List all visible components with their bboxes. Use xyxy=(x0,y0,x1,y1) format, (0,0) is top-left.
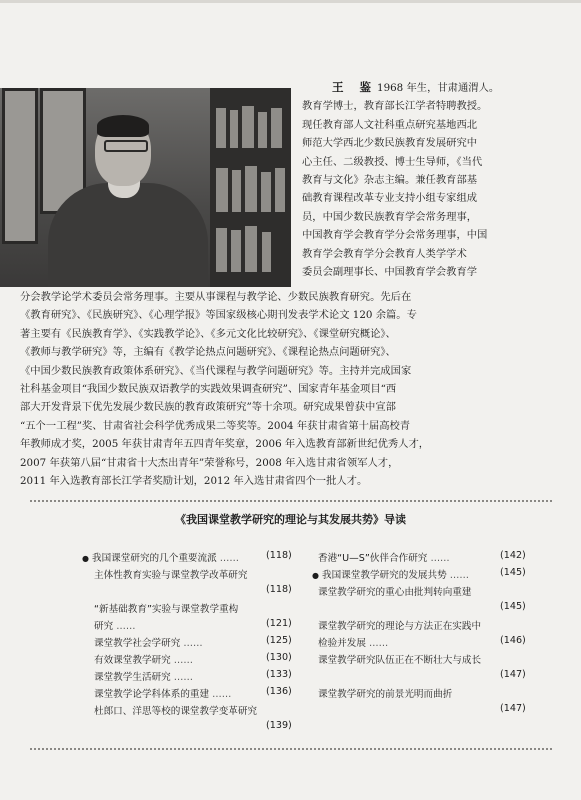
toc-entry-label: 课堂教学社会学研究 xyxy=(94,638,181,649)
toc-page-number: (130) xyxy=(266,652,292,663)
bio-line: 中国教育学会教育学分会常务理事，中国 xyxy=(302,229,488,242)
bio-line: 教育与文化》杂志主编。兼任教育部基 xyxy=(302,174,478,187)
toc-page-number: (142) xyxy=(500,550,526,561)
divider-bottom xyxy=(30,748,552,750)
bio-line: 分会教学论学术委员会常务理事。主要从事课程与教学论、少数民族教育研究。先后在 xyxy=(20,291,412,303)
toc-entry-label: 有效课堂教学研究 xyxy=(94,655,171,666)
toc-entry-label: 主体性教育实验与课堂教学改革研究 xyxy=(94,570,248,581)
bio-line: “五个一工程”奖、甘肃省社会科学优秀成果二等奖等。2004 年获甘肃省第十届高校青 xyxy=(20,419,411,432)
toc-entry xyxy=(318,686,452,700)
toc-entry xyxy=(94,669,193,683)
bio-line: 1968 年生，甘肃通渭人。 xyxy=(377,82,500,94)
bio-line: 2011 年入选教育部长江学者奖励计划，2012 年入选甘肃省四个一批人才。 xyxy=(20,475,368,488)
toc-entry xyxy=(94,601,238,615)
bio-line: 年教师成才奖，2005 年获甘肃青年五四青年奖章，2006 年入选教育部新世纪优秀人才， xyxy=(20,438,430,451)
top-rule xyxy=(0,0,581,3)
author-photo xyxy=(0,88,291,287)
bio-line: 员，中国少数民族教育学会常务理事， xyxy=(302,210,478,223)
toc-entry-label: 杜郎口、洋思等校的课堂教学变革研究 xyxy=(94,706,258,717)
toc-page-number: (145) xyxy=(500,601,526,612)
toc-right xyxy=(312,550,532,740)
toc-leader: …… xyxy=(446,570,469,581)
bio-line: 著主要有《民族教育学》、《实践教学论》、《多元文化比较研究》、《课堂研究概论》、 xyxy=(20,327,396,340)
bullet-icon: ● xyxy=(82,554,89,563)
toc-entry xyxy=(82,550,239,564)
toc-entry-label: 香港“U—S”伙伴合作研究 xyxy=(318,553,428,564)
toc-page-number: (118) xyxy=(266,584,292,595)
bio-right-column xyxy=(302,78,574,281)
toc-entry xyxy=(318,618,481,632)
toc-page-number: (145) xyxy=(500,567,526,578)
toc-entry xyxy=(94,703,257,717)
toc-entry xyxy=(312,567,469,581)
toc-entry xyxy=(94,652,193,666)
toc-leader: …… xyxy=(113,621,136,632)
toc-leader: …… xyxy=(216,553,239,564)
toc-entry-label: “新基础教育”实验与课堂教学重构 xyxy=(94,604,239,615)
toc-entry xyxy=(94,686,231,700)
toc-entry-label: 课堂教学研究的前景光明而曲折 xyxy=(318,689,453,700)
author-name: 王 鉴 xyxy=(332,80,378,94)
toc-entry xyxy=(318,635,388,649)
toc-entry xyxy=(318,550,450,564)
bio-full-width xyxy=(20,288,574,490)
toc-page-number: (121) xyxy=(266,618,292,629)
bio-line: 师范大学西北少数民族教育发展研究中 xyxy=(302,137,478,150)
bio-line: 《教育研究》、《民族研究》、《心理学报》等国家级核心期刊发表学术论文 120 余篇。专 xyxy=(20,309,417,322)
toc-page-number: (147) xyxy=(500,703,526,714)
toc-page-number: (118) xyxy=(266,550,292,561)
toc-entry-label: 课堂教学论学科体系的重建 xyxy=(94,689,210,700)
toc-entry-label: 研究 xyxy=(94,621,114,632)
toc-entry-label: 课堂教学研究队伍正在不断壮大与成长 xyxy=(318,655,482,666)
toc-page-number: (136) xyxy=(266,686,292,697)
toc-left xyxy=(82,550,292,740)
bio-line: 现任教育部人文社科重点研究基地西北 xyxy=(302,118,478,131)
toc-page-number: (139) xyxy=(266,720,292,731)
bullet-icon: ● xyxy=(312,571,319,580)
toc-entry-label: 课堂教学研究的重心由批判转向重建 xyxy=(318,587,472,598)
toc-page-number: (125) xyxy=(266,635,292,646)
toc-entry-label: 我国课堂研究的几个重要流派 xyxy=(91,553,217,564)
toc-leader: …… xyxy=(209,689,232,700)
bio-line: 础教育课程改革专业支持小组专家组成 xyxy=(302,192,478,205)
toc-leader: …… xyxy=(170,672,193,683)
toc-leader: …… xyxy=(365,638,389,649)
toc-leader: …… xyxy=(170,655,193,666)
bio-line: 《中国少数民族教育政策体系研究》、《当代课程与教学问题研究》等。主持并完成国家 xyxy=(20,364,412,377)
toc-entry xyxy=(318,652,481,666)
bio-line: 2007 年获第八届“甘肃省十大杰出青年”荣誉称号，2008 年入选甘肃省领军人才， xyxy=(20,456,399,469)
toc-entry-label: 课堂教学生活研究 xyxy=(94,672,171,683)
divider-top xyxy=(30,500,552,502)
toc-entry-label: 课堂教学研究的理论与方法正在实践中 xyxy=(318,621,482,632)
bio-line: 《教师与教学研究》等，主编有《教学论热点问题研究》、《课程论热点问题研究》、 xyxy=(20,346,396,359)
toc-page-number: (146) xyxy=(500,635,526,646)
toc-entry xyxy=(318,584,472,598)
bio-line: 社科基金项目“我国少数民族双语教学的实践效果调查研究”、国家青年基金项目“西 xyxy=(20,383,397,396)
bio-line: 部大开发背景下优先发展少数民族的教育政策研究”等十余项。研究成果曾获中宣部 xyxy=(20,401,396,414)
toc-page-number: (133) xyxy=(266,669,292,680)
guide-title: 《我国课堂教学研究的理论与其发展共势》导读 xyxy=(175,513,406,526)
toc-leader: …… xyxy=(427,553,450,564)
toc-entry-label: 检验并发展 xyxy=(318,638,366,649)
toc-entry-label: 我国课堂教学研究的发展共势 xyxy=(321,570,447,581)
bio-line: 委员会副理事长、中国教育学会教育学 xyxy=(302,266,478,279)
bio-line: 心主任、二级教授、博士生导师，《当代 xyxy=(302,155,483,168)
toc-entry xyxy=(94,635,203,649)
toc-leader: …… xyxy=(180,638,203,649)
toc-page-number: (147) xyxy=(500,669,526,680)
toc-entry xyxy=(94,567,248,581)
bio-line: 教育学博士，教育部长江学者特聘教授。 xyxy=(302,100,488,113)
toc-entry xyxy=(94,618,135,632)
bio-line: 教育学会教育学分会教育人类学学术 xyxy=(302,247,467,260)
